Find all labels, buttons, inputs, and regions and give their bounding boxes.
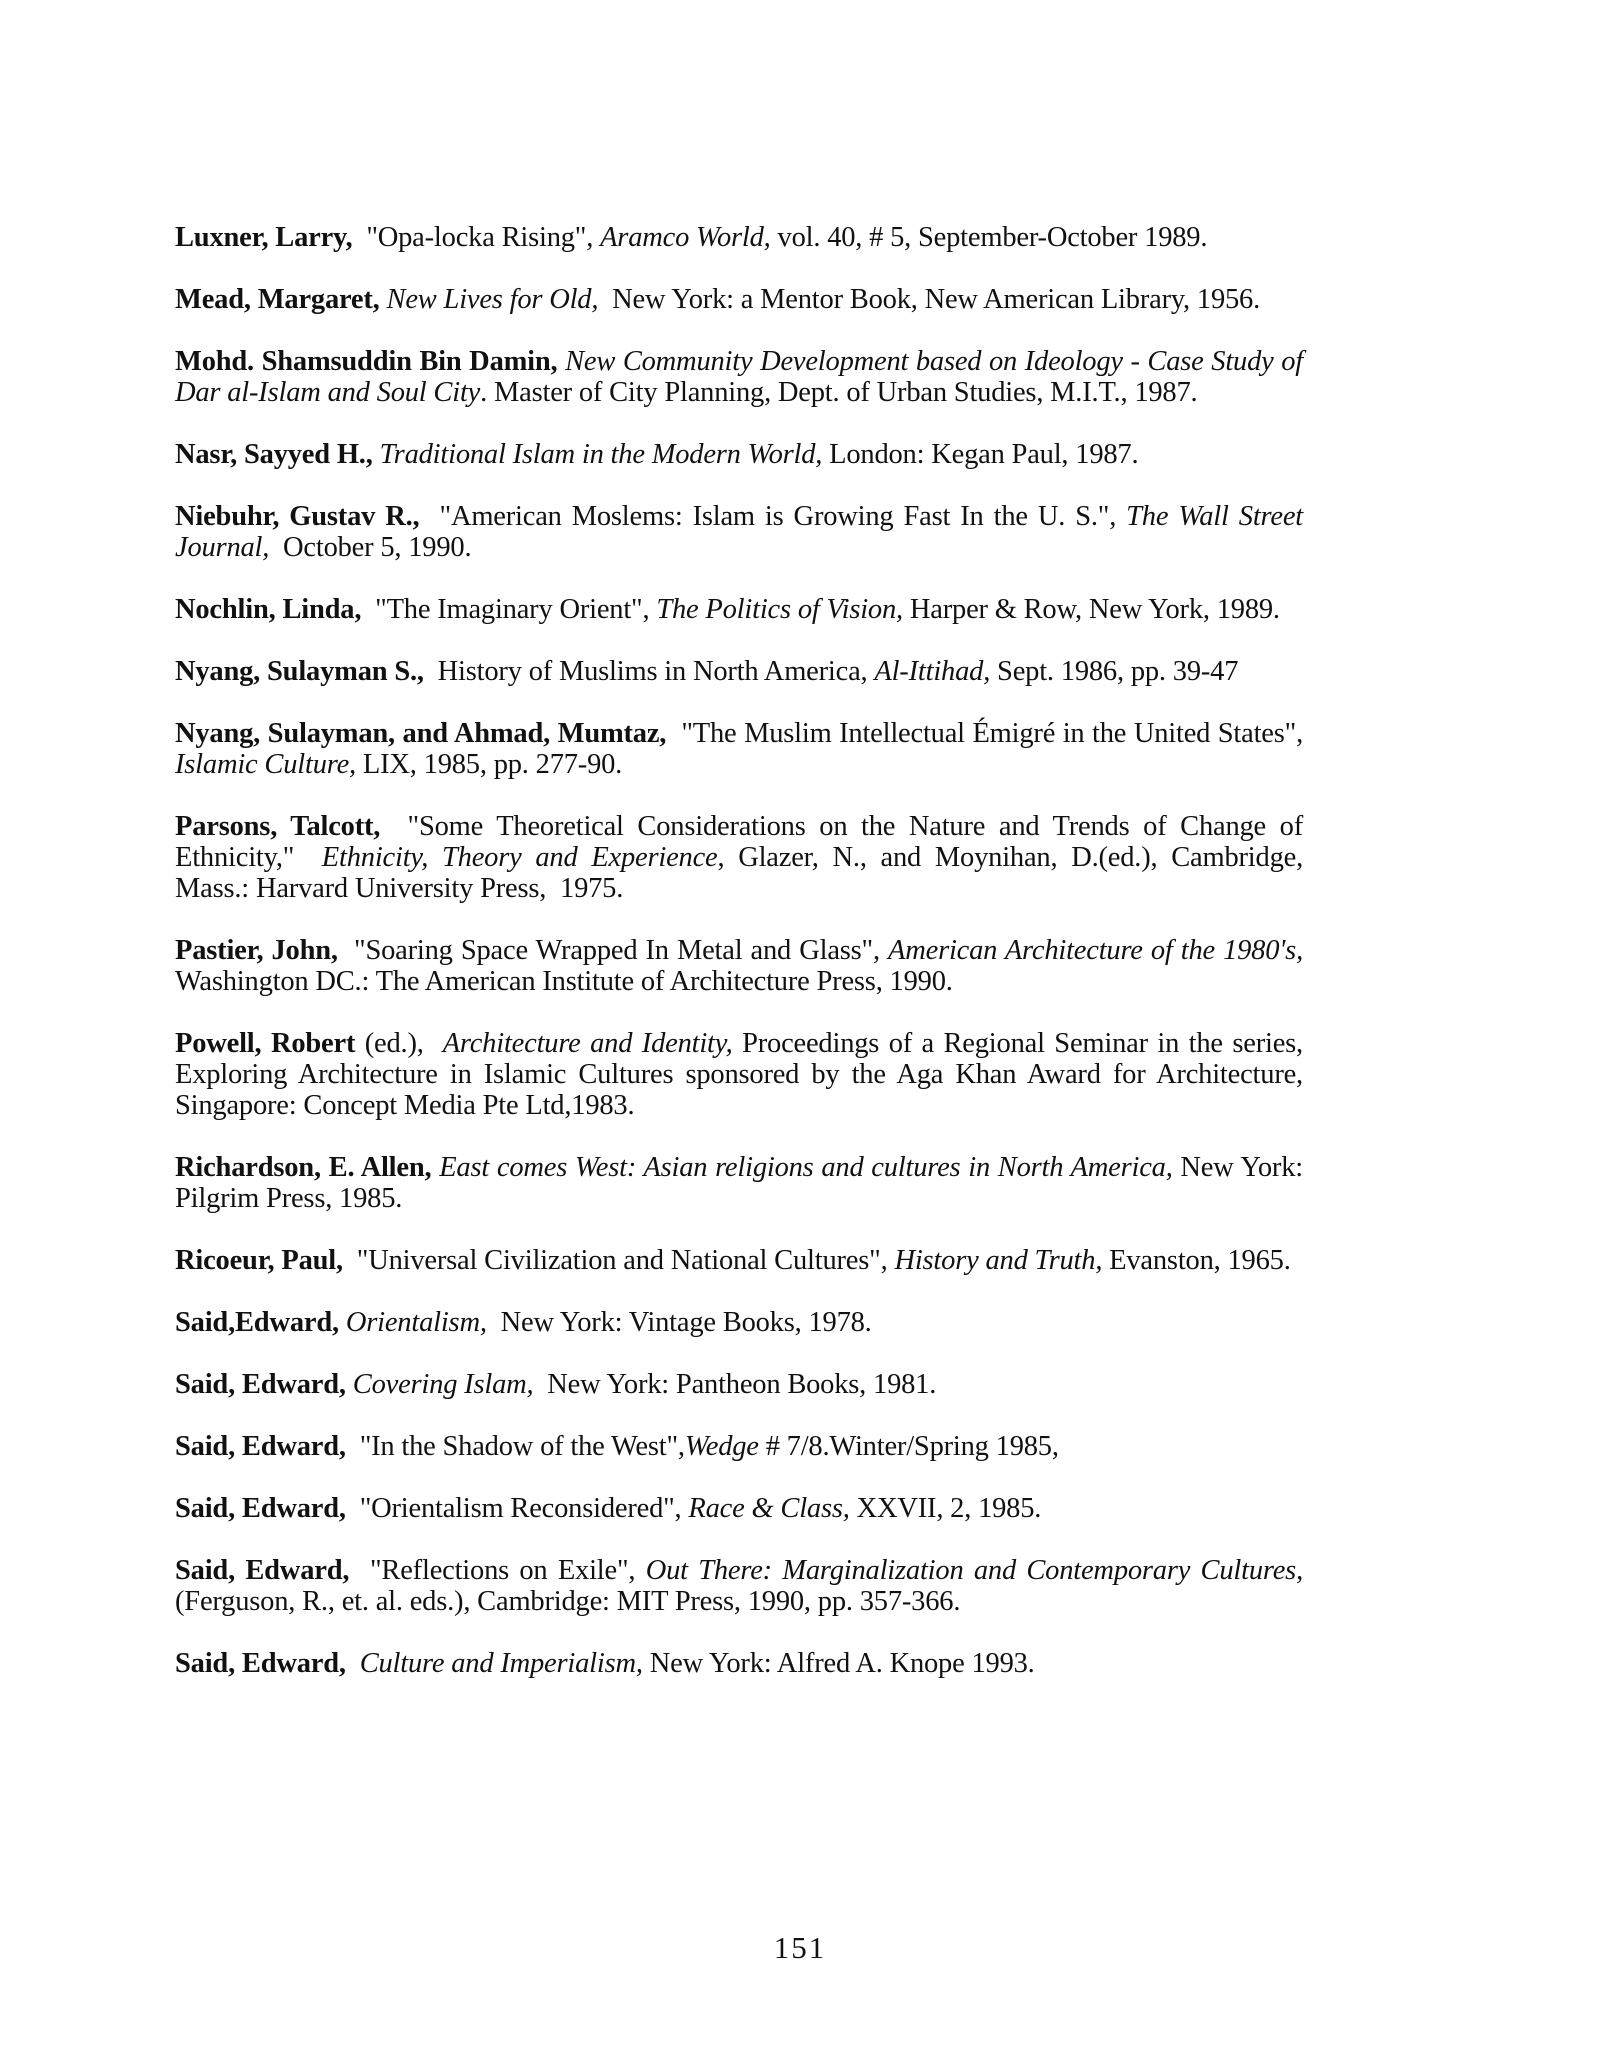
bibliography-entry bbox=[175, 222, 1303, 253]
bibliography-entry bbox=[175, 718, 1310, 780]
entry-author: Said,Edward, bbox=[175, 1307, 339, 1338]
bibliography-entry bbox=[175, 1307, 1303, 1338]
entry-title-italic: History and Truth, bbox=[894, 1245, 1103, 1276]
entry-title-italic: Orientalism, bbox=[345, 1307, 487, 1338]
entry-text: Proceedings of a Regional Seminar in the series, Exploring Architecture in Islamic Cultures sponsored by the Aga Khan Award for Architecture, Singapore: Concept Media Pte Ltd,1983. bbox=[175, 1028, 1310, 1121]
bibliography-entry bbox=[175, 1648, 1303, 1679]
entry-author: Niebuhr, Gustav R., bbox=[175, 501, 420, 532]
entry-text: "Universal Civilization and National Cultures", bbox=[342, 1245, 895, 1276]
entry-text: "American Moslems: Islam is Growing Fast In the U. S.", bbox=[419, 501, 1127, 532]
entry-author: Nochlin, Linda, bbox=[175, 594, 362, 625]
entry-text: Washington DC.: The American Institute of Architecture Press, 1990. bbox=[175, 935, 1310, 997]
entry-title-italic: The Politics of Vision, bbox=[656, 594, 903, 625]
entry-text bbox=[346, 1369, 353, 1400]
bibliography-entry bbox=[175, 346, 1310, 408]
entry-text bbox=[380, 284, 387, 315]
bibliography-entry bbox=[175, 1431, 1303, 1462]
entry-text: (Ferguson, R., et. al. eds.), Cambridge: MIT Press, 1990, pp. 357-366. bbox=[175, 1555, 1310, 1617]
entry-author: Said, Edward, bbox=[175, 1648, 346, 1679]
entry-text: # 7/8.Winter/Spring 1985, bbox=[758, 1431, 1059, 1462]
bibliography-entry bbox=[175, 1245, 1303, 1276]
entry-title-italic: The Wall Street Journal, bbox=[175, 501, 1310, 563]
entry-title-italic: Islamic Culture, bbox=[175, 749, 356, 780]
entry-text: "The Muslim Intellectual Émigré in the United States", bbox=[666, 718, 1310, 749]
entry-text: New York: Pantheon Books, 1981. bbox=[533, 1369, 937, 1400]
entry-text: vol. 40, # 5, September-October 1989. bbox=[770, 222, 1208, 253]
page-number: 151 bbox=[773, 1930, 827, 1965]
entry-text: "Soaring Space Wrapped In Metal and Glass", bbox=[337, 935, 889, 966]
bibliography-entry bbox=[175, 1493, 1303, 1524]
entry-text: "In the Shadow of the West", bbox=[345, 1431, 685, 1462]
entry-title-italic: Race & Class, bbox=[688, 1493, 850, 1524]
bibliography-entry bbox=[175, 1152, 1310, 1214]
bibliography-entry bbox=[175, 1028, 1310, 1121]
entry-title-italic: Aramco World, bbox=[600, 222, 771, 253]
entry-text: October 5, 1990. bbox=[269, 532, 472, 563]
entry-title-italic: New Lives for Old, bbox=[386, 284, 599, 315]
entry-author: Mead, Margaret, bbox=[175, 284, 380, 315]
entry-text: History of Muslims in North America, bbox=[423, 656, 875, 687]
entry-title-italic: Architecture and Identity, bbox=[442, 1028, 733, 1059]
entry-text: LIX, 1985, pp. 277-90. bbox=[355, 749, 623, 780]
bibliography-entry bbox=[175, 1369, 1303, 1400]
entry-text: "The Imaginary Orient", bbox=[361, 594, 657, 625]
bibliography-entry bbox=[175, 439, 1303, 470]
entry-author: Powell, Robert bbox=[175, 1028, 356, 1059]
entry-author: Parsons, Talcott, bbox=[175, 811, 381, 842]
entry-text: New York: Vintage Books, 1978. bbox=[486, 1307, 872, 1338]
entry-text bbox=[339, 1307, 346, 1338]
entry-title-italic: Traditional Islam in the Modern World, bbox=[379, 439, 823, 470]
entry-text: . Master of City Planning, Dept. of Urban Studies, M.I.T., 1987. bbox=[480, 377, 1198, 408]
bibliography-entry bbox=[175, 501, 1310, 563]
bibliography-list bbox=[175, 222, 1310, 1710]
entry-text: New York: a Mentor Book, New American Library, 1956. bbox=[598, 284, 1261, 315]
bibliography-entry bbox=[175, 594, 1303, 625]
entry-title-italic: Ethnicity, Theory and Experience bbox=[321, 842, 718, 873]
entry-title-italic: American Architecture of the 1980's, bbox=[888, 935, 1303, 966]
entry-author: Pastier, John, bbox=[175, 935, 338, 966]
entry-title-italic: Covering Islam, bbox=[352, 1369, 534, 1400]
entry-text bbox=[557, 346, 565, 377]
entry-author: Nyang, Sulayman S., bbox=[175, 656, 424, 687]
entry-title-italic: East comes West: Asian religions and cultures in North America, bbox=[439, 1152, 1173, 1183]
entry-text: (ed.), bbox=[355, 1028, 443, 1059]
entry-author: Ricoeur, Paul, bbox=[175, 1245, 343, 1276]
bibliography-entry bbox=[175, 811, 1310, 904]
entry-text: XXVII, 2, 1985. bbox=[849, 1493, 1042, 1524]
entry-title-italic: Out There: Marginalization and Contemporary Cultures, bbox=[645, 1555, 1303, 1586]
entry-text bbox=[346, 1648, 360, 1679]
entry-author: Nyang, Sulayman, and Ahmad, Mumtaz, bbox=[175, 718, 667, 749]
entry-author: Nasr, Sayyed H., bbox=[175, 439, 373, 470]
entry-text: Evanston, 1965. bbox=[1102, 1245, 1291, 1276]
entry-text: London: Kegan Paul, 1987. bbox=[822, 439, 1139, 470]
entry-title-italic: New Community Development based on Ideology - Case Study of Dar al-Islam and Soul City bbox=[175, 346, 1310, 408]
entry-author: Mohd. Shamsuddin Bin Damin, bbox=[175, 346, 558, 377]
bibliography-entry bbox=[175, 935, 1310, 997]
entry-text: "Orientalism Reconsidered", bbox=[345, 1493, 689, 1524]
bibliography-entry bbox=[175, 656, 1303, 687]
entry-text: "Some Theoretical Considerations on the Nature and Trends of Change of Ethnicity," bbox=[175, 811, 1310, 873]
entry-title-italic: Culture and Imperialism, bbox=[359, 1648, 643, 1679]
entry-text: , Glazer, N., and Moynihan, D.(ed.), Cambridge, Mass.: Harvard University Press, 1975. bbox=[175, 842, 1310, 904]
entry-text: Sept. 1986, pp. 39-47 bbox=[990, 656, 1239, 687]
entry-text: "Opa-locka Rising", bbox=[352, 222, 601, 253]
entry-text: Harper & Row, New York, 1989. bbox=[902, 594, 1280, 625]
entry-author: Said, Edward, bbox=[175, 1493, 346, 1524]
entry-author: Said, Edward, bbox=[175, 1555, 350, 1586]
entry-title-italic: Al-Ittihad, bbox=[874, 656, 991, 687]
entry-title-italic: Wedge bbox=[684, 1431, 759, 1462]
entry-text: New York: Pilgrim Press, 1985. bbox=[175, 1152, 1310, 1214]
entry-author: Said, Edward, bbox=[175, 1369, 346, 1400]
entry-author: Said, Edward, bbox=[175, 1431, 346, 1462]
entry-author: Richardson, E. Allen, bbox=[175, 1152, 432, 1183]
bibliography-entry bbox=[175, 284, 1303, 315]
bibliography-entry bbox=[175, 1555, 1310, 1617]
entry-text bbox=[373, 439, 380, 470]
entry-text: New York: Alfred A. Knope 1993. bbox=[642, 1648, 1035, 1679]
entry-author: Luxner, Larry, bbox=[175, 222, 353, 253]
entry-text: "Reflections on Exile", bbox=[349, 1555, 646, 1586]
